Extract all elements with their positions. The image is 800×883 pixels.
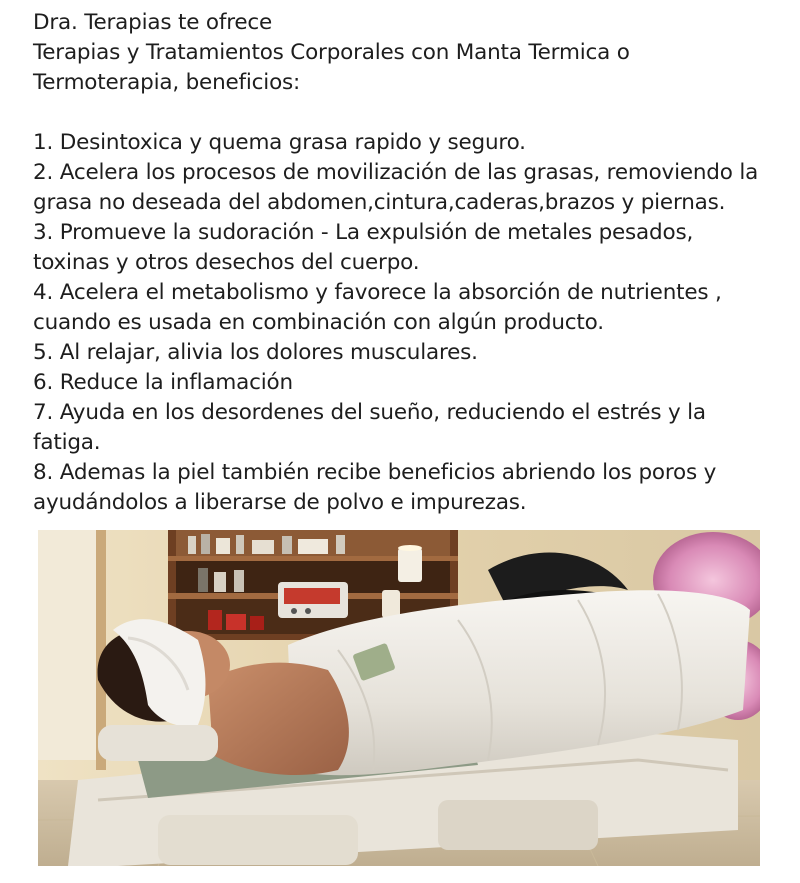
benefit-item (33, 158, 773, 218)
benefit-line: toxinas y otros desechos del cuerpo. (33, 250, 420, 275)
benefit-line: fatiga. (33, 430, 101, 455)
benefit-item (33, 218, 773, 278)
benefit-item (33, 458, 773, 518)
benefit-line: 5. Al relajar, alivia los dolores musculares. (33, 340, 478, 365)
heading-line: Termoterapia, beneficios: (33, 70, 301, 95)
benefit-line: cuando es usada en combinación con algún producto. (33, 310, 604, 335)
benefit-line: 3. Promueve la sudoración - La expulsión de metales pesados, (33, 220, 694, 245)
doorway (38, 530, 98, 760)
heading (33, 8, 773, 98)
benefit-item (33, 398, 773, 458)
document-text (33, 8, 773, 518)
benefit-item (33, 338, 773, 368)
benefits-list (33, 128, 773, 518)
benefit-line: 8. Ademas la piel también recibe beneficios abriendo los poros y (33, 460, 717, 485)
benefit-item (33, 128, 773, 158)
heading-line: Terapias y Tratamientos Corporales con Manta Termica o (33, 40, 630, 65)
benefit-line: 2. Acelera los procesos de movilización de las grasas, removiendo la (33, 160, 759, 185)
benefit-item (33, 278, 773, 338)
benefit-line: 1. Desintoxica y quema grasa rapido y seguro. (33, 130, 526, 155)
benefit-line: ayudándolos a liberarse de polvo e impurezas. (33, 490, 527, 515)
benefit-item (33, 368, 773, 398)
benefit-line: grasa no deseada del abdomen,cintura,caderas,brazos y piernas. (33, 190, 726, 215)
benefit-line: 4. Acelera el metabolismo y favorece la absorción de nutrientes , (33, 280, 722, 305)
benefit-line: 6. Reduce la inflamación (33, 370, 293, 395)
spa-treatment-photo (38, 530, 760, 866)
benefit-line: 7. Ayuda en los desordenes del sueño, reduciendo el estrés y la (33, 400, 706, 425)
blank-line (33, 98, 773, 128)
heading-line: Dra. Terapias te ofrece (33, 10, 273, 35)
